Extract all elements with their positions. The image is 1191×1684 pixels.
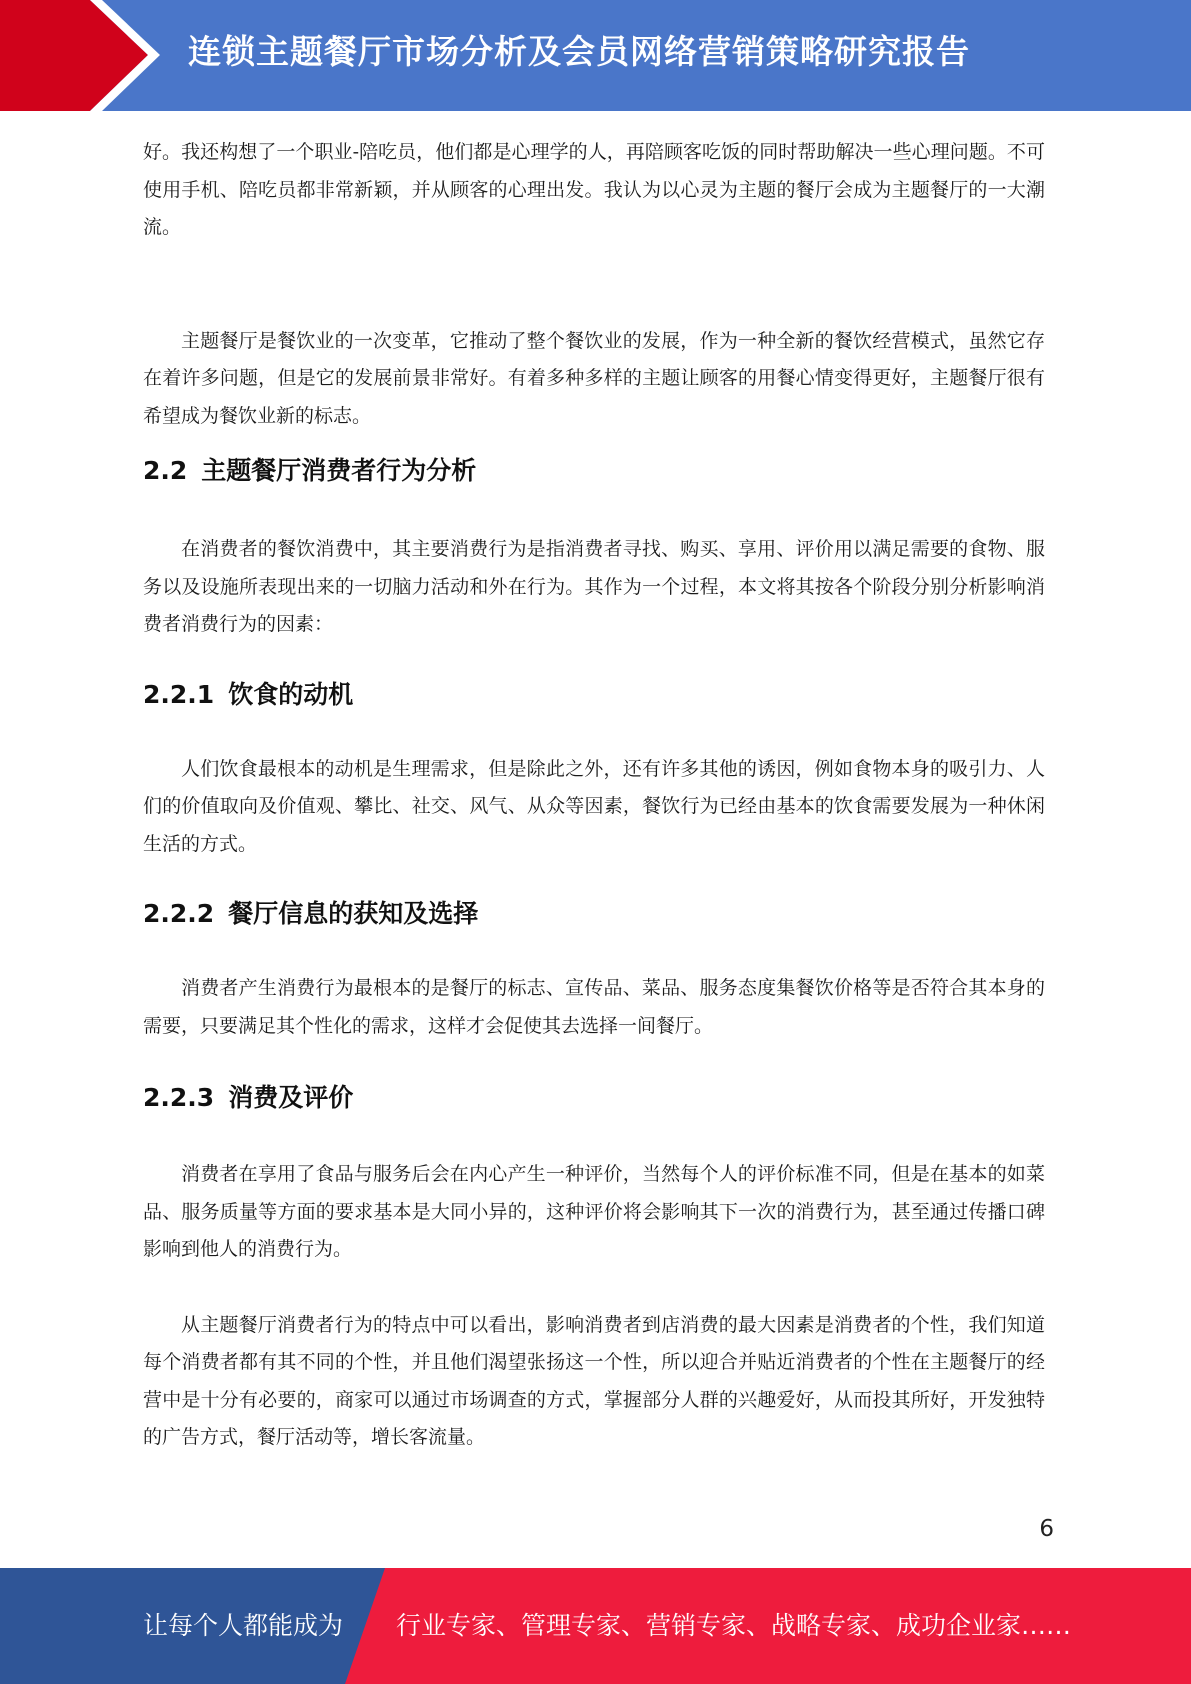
heading-2-2-2-text: 餐厅信息的获知及选择	[228, 899, 479, 928]
paragraph-1: 好。我还构想了一个职业-陪吃员，他们都是心理学的人，再陪顾客吃饭的同时帮助解决一些心理问题。不可使用手机、陪吃员都非常新颖，并从顾客的心理出发。我认为以心灵为主题的餐厅会成为主题餐厅的一大潮流。	[143, 141, 1045, 238]
heading-2-2-1-number: 2.2.1	[143, 679, 215, 709]
footer-slogan-right: 行业专家、管理专家、营销专家、战略专家、成功企业家……	[396, 1611, 1072, 1640]
heading-2-2-3	[143, 1080, 1045, 1116]
heading-2-2-3-number: 2.2.3	[143, 1083, 215, 1112]
header-red-arrow	[0, 0, 148, 111]
heading-2-2-text: 主题餐厅消费者行为分析	[201, 456, 477, 485]
heading-2-2-2-number: 2.2.2	[143, 899, 215, 928]
heading-2-2-2	[143, 896, 1045, 932]
page-number: 6	[1039, 1516, 1054, 1542]
footer-slogan-left: 让每个人都能成为	[143, 1611, 344, 1640]
heading-2-2-3-text: 消费及评价	[228, 1083, 354, 1112]
paragraph-2: 主题餐厅是餐饮业的一次变革，它推动了整个餐饮业的发展，作为一种全新的餐饮经营模式，虽然它存在着许多问题，但是它的发展前景非常好。有着多种多样的主题让顾客的用餐心情变得更好，主题餐厅很有希望成为餐饮业新的标志。	[143, 329, 1045, 427]
paragraph-7: 从主题餐厅消费者行为的特点中可以看出，影响消费者到店消费的最大因素是消费者的个性，我们知道每个消费者都有其不同的个性，并且他们渴望张扬这一个性，所以迎合并贴近消费者的个性在主题餐厅的经营中是十分有必要的，商家可以通过市场调查的方式，掌握部分人群的兴趣爱好，从而投其所好，开发独特的广告方式，餐厅活动等，增长客流量。	[143, 1313, 1045, 1448]
report-title: 连锁主题餐厅市场分析及会员网络营销策略研究报告	[188, 32, 970, 71]
paragraph-3: 在消费者的餐饮消费中，其主要消费行为是指消费者寻找、购买、享用、评价用以满足需要的食物、服务以及设施所表现出来的一切脑力活动和外在行为。其作为一个过程，本文将其按各个阶段分别分析影响消费者消费行为的因素：	[143, 538, 1045, 635]
paragraph-5: 消费者产生消费行为最根本的是餐厅的标志、宣传品、菜品、服务态度集餐饮价格等是否符合其本身的需要，只要满足其个性化的需求，这样才会促使其去选择一间餐厅。	[143, 977, 1045, 1037]
paragraph-4: 人们饮食最根本的动机是生理需求，但是除此之外，还有许多其他的诱因，例如食物本身的吸引力、人们的价值取向及价值观、攀比、社交、风气、从众等因素，餐饮行为已经由基本的饮食需要发展为一种休闲生活的方式。	[143, 757, 1045, 855]
page-footer	[0, 1568, 1191, 1684]
heading-2-2-1-text: 饮食的动机	[228, 679, 354, 709]
paragraph-6: 消费者在享用了食品与服务后会在内心产生一种评价，当然每个人的评价标准不同，但是在基本的如菜品、服务质量等方面的要求基本是大同小异的，这种评价将会影响其下一次的消费行为，甚至通过传播口碑影响到他人的消费行为。	[143, 1163, 1045, 1260]
page-header	[0, 0, 1191, 111]
heading-2-2	[143, 453, 1045, 489]
heading-2-2-1	[143, 677, 1045, 713]
heading-2-2-number: 2.2	[143, 456, 188, 485]
page-content	[143, 134, 1045, 1457]
